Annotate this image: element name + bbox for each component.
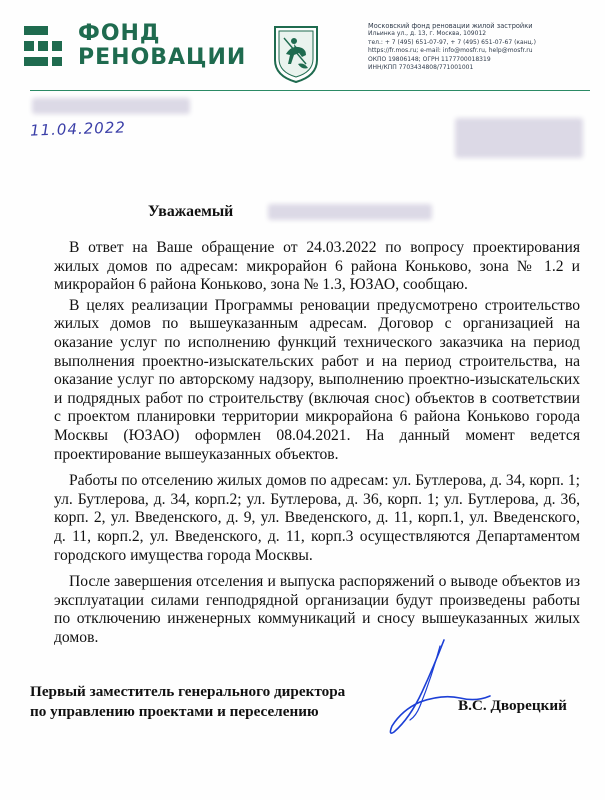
redacted-addressee — [455, 118, 583, 158]
paragraph-2: В целях реализации Программы реновации предусмотрено строительство жилых домов по вышеуказанным адресам. Договор с организацией на оказание услуг по исполнению функций технического заказчика на период выполнения проектно-изыскательских работ и на период строительства, на оказание услуг по авторскому надзору, выполнению проектно-изыскательских и подрядных работ по строительству (включая снос) объектов в соответствии с проектом планировки территории микрорайона 6 района Коньково города Москвы (ЮЗАО) оформлен 08.04.2021. На данный момент ведется проектирование вышеуказанных объектов. — [54, 296, 580, 463]
letter-body — [54, 239, 580, 647]
logo-line-2: РЕНОВАЦИИ — [78, 45, 247, 70]
signer-title-line-1: Первый заместитель генерального директора — [30, 683, 346, 700]
org-inn: ИНН/КПП 7703434808/771001001 — [368, 64, 474, 72]
salutation — [148, 203, 233, 221]
handwritten-signature — [380, 636, 500, 746]
org-name: Московский фонд реновации жилой застройки — [368, 22, 533, 30]
org-web: https://fr.mos.ru; e-mail: info@mosfr.ru, help@mosfr.ru — [368, 47, 533, 55]
paragraph-1: В ответ на Ваше обращение от 24.03.2022 по вопросу проектирования жилых домов по адресам: микрорайон 6 района Коньково, зона № 1.2 и микрорайон 6 района Коньково, зона № 1.3, ЮЗАО, сообщаю. — [54, 239, 580, 294]
renovation-logo-icon — [24, 24, 68, 68]
org-phone: тел.: + 7 (495) 651-07-97, + 7 (495) 651-07-67 (канц.) — [368, 38, 536, 46]
moscow-coat-of-arms-icon — [272, 24, 320, 84]
paragraph-4: После завершения отселения и выпуска распоряжений о выводе объектов из эксплуатации силами генподрядной организации будут произведены работы по отключению инженерных коммуникаций и сносу вышеуказанных жилых домов. — [54, 573, 580, 646]
org-okpo: ОКПО 19806148; ОГРН 1177700018319 — [368, 55, 491, 63]
organization-info — [368, 22, 600, 72]
redacted-reg-number — [32, 98, 190, 114]
signer-title — [30, 682, 345, 721]
handwritten-date: 11.04.2022 — [29, 118, 127, 140]
logo-wordmark — [78, 22, 246, 70]
salutation-text: Уважаемый — [148, 203, 234, 220]
paragraph-3: Работы по отселению жилых домов по адресам: ул. Бутлерова, д. 34, корп. 1; ул. Бутлерова, д. 34, корп.2; ул. Бутлерова, д. 36, корп. 1; ул. Бутлерова, д. 36, корп. 2, ул. Введенского, д. 9, ул. Введенского, д. 11, корп.1, ул. Введенского, д. 11, корп.2, ул. Введенского, д. 11, корп.3 осуществляются Департаментом городского имущества города Москвы. — [54, 472, 580, 564]
org-address: Ильинка ул., д. 13, г. Москва, 109012 — [368, 30, 487, 38]
redacted-addressee-name — [268, 204, 432, 220]
signer-name: В.С. Дворецкий — [458, 697, 567, 714]
header-divider — [30, 90, 590, 91]
fund-logo — [24, 22, 246, 74]
signer-title-line-2: по управлению проектами и переселению — [30, 702, 319, 720]
logo-line-1: ФОНД — [78, 21, 161, 46]
